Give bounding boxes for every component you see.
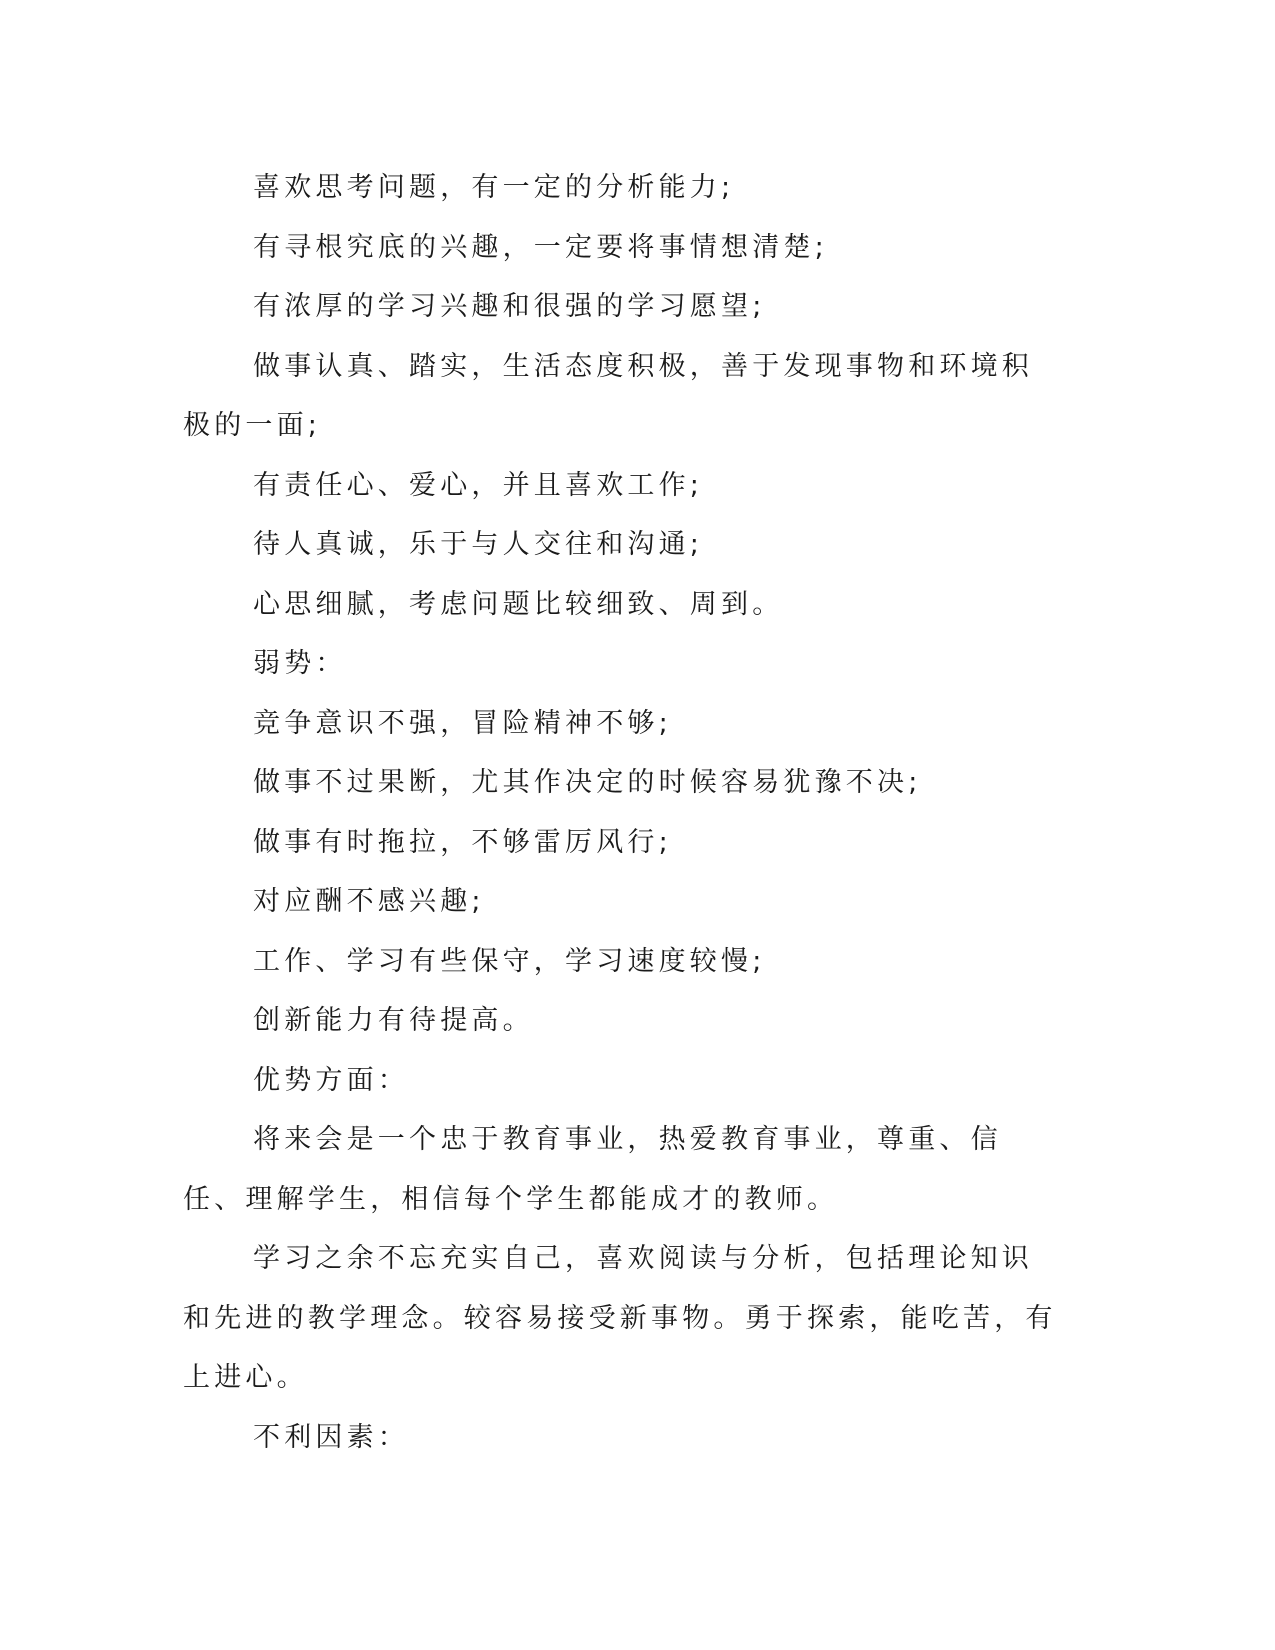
paragraph: 喜欢思考问题，有一定的分析能力; (253, 172, 735, 203)
paragraph: 对应酬不感兴趣; (253, 886, 485, 917)
paragraph: 做事认真、踏实，生活态度积极，善于发现事物和环境积极的一面; (183, 350, 1033, 441)
paragraph: 工作、学习有些保守，学习速度较慢; (253, 945, 766, 977)
paragraph: 竞争意识不强，冒险精神不够; (253, 707, 672, 739)
paragraph: 有寻根究底的兴趣，一定要将事情想清楚; (253, 231, 828, 263)
paragraph: 有责任心、爱心，并且喜欢工作; (253, 469, 704, 501)
paragraph: 待人真诚，乐于与人交往和沟通; (253, 529, 704, 560)
section-heading-weaknesses: 弱势： (253, 648, 347, 679)
section-heading-disadvantages: 不利因素： (253, 1421, 409, 1453)
paragraph: 将来会是一个忠于教育事业，热爱教育事业，尊重、信任、理解学生，相信每个学生都能成才的教师。 (183, 1124, 1002, 1215)
paragraph: 做事有时拖拉，不够雷厉风行; (253, 826, 672, 858)
paragraph: 有浓厚的学习兴趣和很强的学习愿望; (253, 291, 766, 322)
section-heading-advantages: 优势方面： (253, 1064, 409, 1096)
paragraph: 做事不过果断，尤其作决定的时候容易犹豫不决; (253, 767, 922, 798)
paragraph: 学习之余不忘充实自己，喜欢阅读与分析，包括理论知识和先进的教学理念。较容易接受新事物。勇于探索，能吃苦，有上进心。 (183, 1243, 1057, 1393)
paragraph: 心思细腻，考虑问题比较细致、周到。 (253, 588, 784, 620)
paragraph: 创新能力有待提高。 (253, 1005, 534, 1036)
document-body (183, 158, 1063, 1467)
